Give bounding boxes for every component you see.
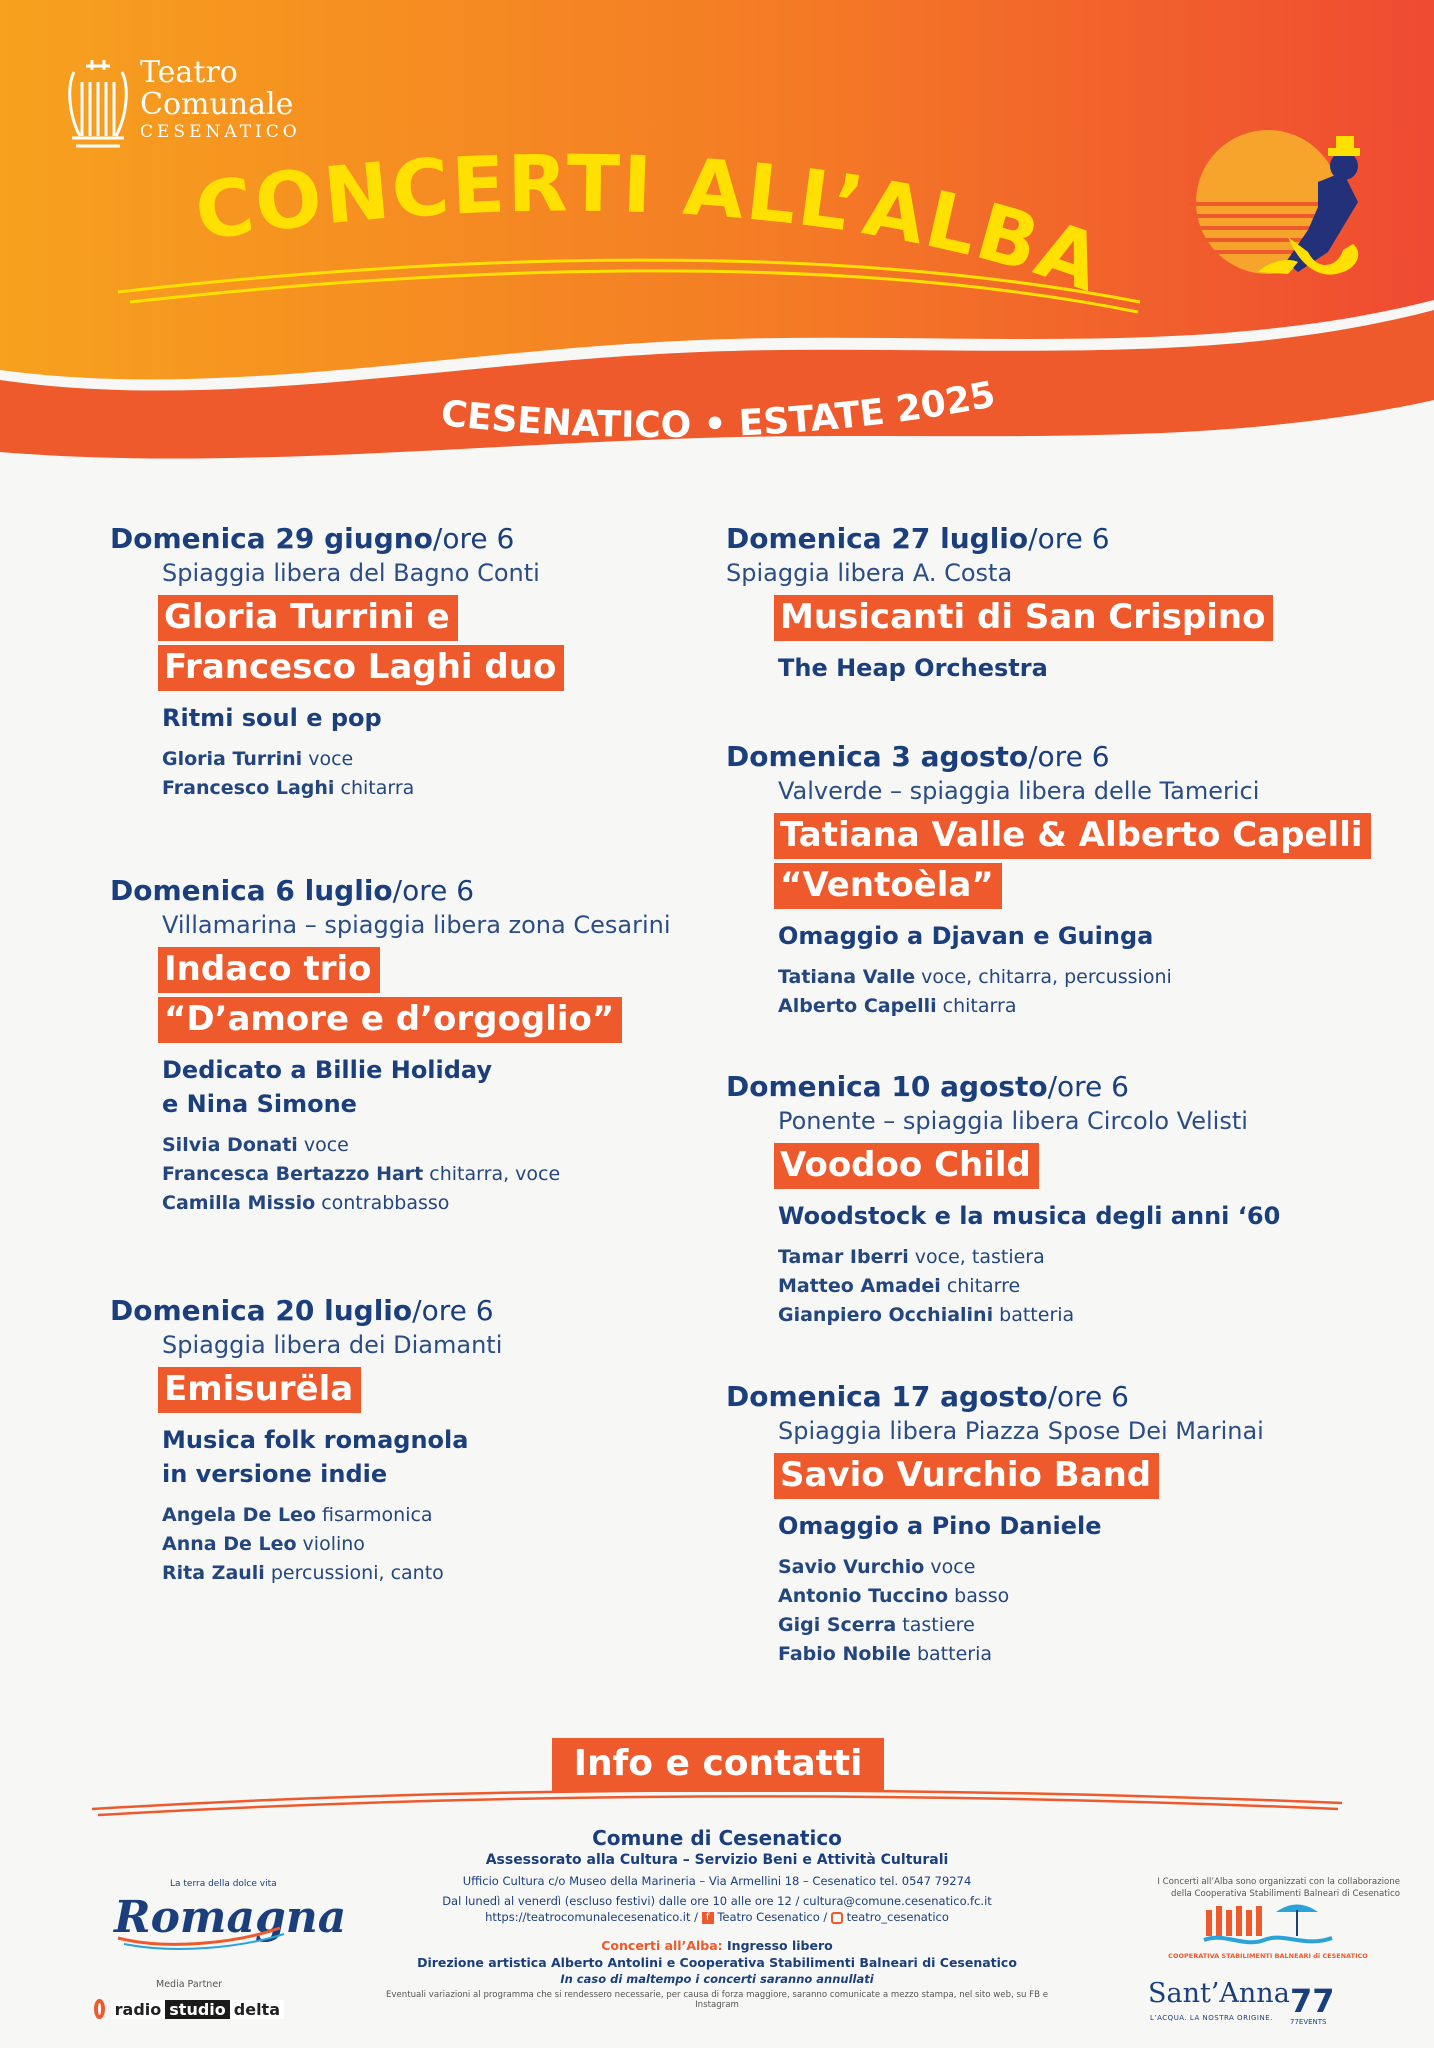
event-description: Dedicato a Billie Holiday e Nina Simone bbox=[162, 1056, 493, 1118]
event-description: Ritmi soul e pop bbox=[162, 704, 382, 732]
event-venue: Ponente – spiaggia libera Circolo Velisti bbox=[778, 1107, 1248, 1135]
event-members bbox=[162, 1501, 730, 1588]
event-7 bbox=[726, 1380, 1406, 1669]
member: Camilla Missio contrabbasso bbox=[162, 1192, 450, 1214]
santanna-tagline: L’ACQUA. LA NOSTRA ORIGINE. bbox=[1150, 2014, 1273, 2022]
event-members bbox=[162, 1131, 730, 1218]
event-band: “Ventoèla” bbox=[774, 863, 1002, 909]
saxophonist-icon bbox=[1168, 122, 1398, 302]
info-title: Info e contatti bbox=[552, 1738, 884, 1792]
event-members bbox=[778, 1553, 1406, 1669]
svg-text:77: 77 bbox=[1290, 1982, 1335, 2020]
event-1 bbox=[110, 522, 730, 803]
member: Angela De Leo fisarmonica bbox=[162, 1504, 433, 1526]
event-description: Omaggio a Djavan e Guinga bbox=[778, 922, 1154, 950]
event-date: Domenica 6 luglio/ore 6 bbox=[110, 874, 475, 907]
event-date: Domenica 3 agosto/ore 6 bbox=[726, 740, 1110, 773]
event-2 bbox=[110, 874, 730, 1218]
comune-name: Comune di Cesenatico bbox=[592, 1826, 842, 1850]
member: Fabio Nobile batteria bbox=[778, 1643, 993, 1665]
event-members bbox=[778, 963, 1406, 1021]
event-5 bbox=[726, 740, 1406, 1021]
member: Gianpiero Occhialini batteria bbox=[778, 1304, 1075, 1326]
member: Tamar Iberri voce, tastiera bbox=[778, 1246, 1045, 1268]
facebook-icon: f bbox=[702, 1912, 714, 1924]
ufficio-address: Ufficio Cultura c/o Museo della Marineria – Via Armellini 18 – Cesenatico tel. 0547 79274 bbox=[462, 1874, 972, 1888]
title-text: CONCERTI ALL’ALBA bbox=[189, 150, 1114, 310]
event-band: Emisurëla bbox=[158, 1367, 361, 1413]
event-band: Voodoo Child bbox=[774, 1143, 1039, 1189]
cooperativa-logo bbox=[1168, 1896, 1368, 1962]
subtitle-text: CESENATICO • ESTATE 2025 bbox=[438, 375, 999, 447]
radio-icon bbox=[94, 1999, 105, 2019]
event-venue: Villamarina – spiaggia libera zona Cesarini bbox=[162, 911, 671, 939]
event-date: Domenica 20 luglio/ore 6 bbox=[110, 1294, 494, 1327]
santanna-logo: Sant’Anna bbox=[1148, 1978, 1290, 2009]
event-venue: Spiaggia libera Piazza Spose Dei Marinai bbox=[778, 1417, 1264, 1445]
member: Tatiana Valle voce, chitarra, percussioni bbox=[778, 966, 1172, 988]
event-band: Musicanti di San Crispino bbox=[774, 595, 1273, 641]
member: Rita Zauli percussioni, canto bbox=[162, 1562, 444, 1584]
romagna-logo bbox=[104, 1874, 347, 1954]
event-band: Gloria Turrini e bbox=[158, 595, 458, 641]
assessorato: Assessorato alla Cultura – Servizio Beni e Attività Culturali bbox=[485, 1852, 949, 1868]
event-date: Domenica 10 agosto/ore 6 bbox=[726, 1070, 1129, 1103]
instagram-link[interactable]: teatro_cesenatico bbox=[846, 1910, 949, 1924]
lyre-icon bbox=[64, 58, 132, 154]
member: Gloria Turrini voce bbox=[162, 748, 354, 770]
radio-studio-delta-logo: radio studio delta bbox=[94, 1996, 284, 2022]
media-partner-label: Media Partner bbox=[156, 1979, 223, 1990]
member: Gigi Scerra tastiere bbox=[778, 1614, 975, 1636]
member: Antonio Tuccino basso bbox=[778, 1585, 1010, 1607]
variazioni-note: Eventuali variazioni al programma che si rendessero necessarie, per causa di forza maggiore, saranno comunicate a mezzo stampa, nel sito web, su FB e Instagram bbox=[385, 1990, 1049, 2010]
cooperativa-note: I Concerti all’Alba sono organizzati con la collaborazione della Cooperativa Stabilimenti Balneari di Cesenatico bbox=[1157, 1877, 1400, 1899]
event-band: Francesco Laghi duo bbox=[158, 645, 564, 691]
direzione: Direzione artistica Alberto Antolini e Cooperativa Stabilimenti Balneari di Cesenatico bbox=[417, 1955, 1017, 1970]
event-date: Domenica 29 giugno/ore 6 bbox=[110, 522, 515, 555]
event-band: Indaco trio bbox=[158, 947, 380, 993]
member: Alberto Capelli chitarra bbox=[778, 995, 1017, 1017]
event-members bbox=[162, 745, 730, 803]
event-6 bbox=[726, 1070, 1406, 1330]
event-band: Tatiana Valle & Alberto Capelli bbox=[774, 813, 1371, 859]
event-date: Domenica 27 luglio/ore 6 bbox=[726, 522, 1110, 555]
member: Matteo Amadei chitarre bbox=[778, 1275, 1021, 1297]
footer-info bbox=[380, 1826, 1054, 2010]
77events-logo bbox=[1288, 1978, 1335, 2026]
member: Francesco Laghi chitarra bbox=[162, 777, 415, 799]
logo-line-3: CESENATICO bbox=[140, 122, 301, 142]
cooperativa-name: COOPERATIVA STABILIMENTI BALNEARI di CESENATICO bbox=[1168, 1952, 1368, 1960]
events-label: 77EVENTS bbox=[1290, 2018, 1327, 2026]
event-description: Omaggio a Pino Daniele bbox=[778, 1512, 1102, 1540]
poster-subtitle bbox=[0, 375, 1434, 465]
facebook-link[interactable]: Teatro Cesenatico bbox=[717, 1910, 820, 1924]
event-description: Woodstock e la musica degli anni ‘60 bbox=[778, 1202, 1281, 1230]
ingresso: Concerti all’Alba: Ingresso libero bbox=[601, 1938, 833, 1953]
opening-hours: Dal lunedì al venerdì (escluso festivi) dalle ore 10 alle ore 12 / cultura@comune.cesenatico.fc.it bbox=[442, 1894, 992, 1908]
romagna-tagline: La terra della dolce vita bbox=[170, 1879, 277, 1889]
maltempo-note: In caso di maltempo i concerti saranno annullati bbox=[560, 1972, 874, 1986]
event-band: Savio Vurchio Band bbox=[774, 1453, 1159, 1499]
website-link[interactable]: https://teatrocomunalecesenatico.it bbox=[485, 1910, 691, 1924]
social-links: https://teatrocomunalecesenatico.it / f Teatro Cesenatico / teatro_cesenatico bbox=[485, 1910, 949, 1924]
event-venue: Spiaggia libera del Bagno Conti bbox=[162, 559, 540, 587]
teatro-logo bbox=[64, 55, 301, 154]
event-3 bbox=[110, 1294, 730, 1588]
member: Anna De Leo violino bbox=[162, 1533, 365, 1555]
event-date: Domenica 17 agosto/ore 6 bbox=[726, 1380, 1129, 1413]
svg-text:CESENATICO • ESTATE 2025 bbox=[439, 375, 999, 446]
event-venue: Valverde – spiaggia libera delle Tamerici bbox=[778, 777, 1260, 805]
member: Silvia Donati voce bbox=[162, 1134, 349, 1156]
event-description: The Heap Orchestra bbox=[778, 654, 1048, 682]
instagram-icon bbox=[831, 1912, 843, 1924]
event-description: Musica folk romagnola in versione indie bbox=[162, 1426, 469, 1488]
event-band: “D’amore e d’orgoglio” bbox=[158, 997, 622, 1043]
logo-line-1: Teatro bbox=[140, 55, 238, 90]
event-members bbox=[778, 1243, 1406, 1330]
member: Savio Vurchio voce bbox=[778, 1556, 976, 1578]
logo-line-2: Comunale bbox=[140, 87, 294, 122]
romagna-word: Romagna bbox=[114, 1892, 347, 1943]
member: Francesca Bertazzo Hart chitarra, voce bbox=[162, 1163, 561, 1185]
event-venue: Spiaggia libera dei Diamanti bbox=[162, 1331, 503, 1359]
event-venue: Spiaggia libera A. Costa bbox=[726, 559, 1013, 587]
event-4 bbox=[726, 522, 1406, 685]
